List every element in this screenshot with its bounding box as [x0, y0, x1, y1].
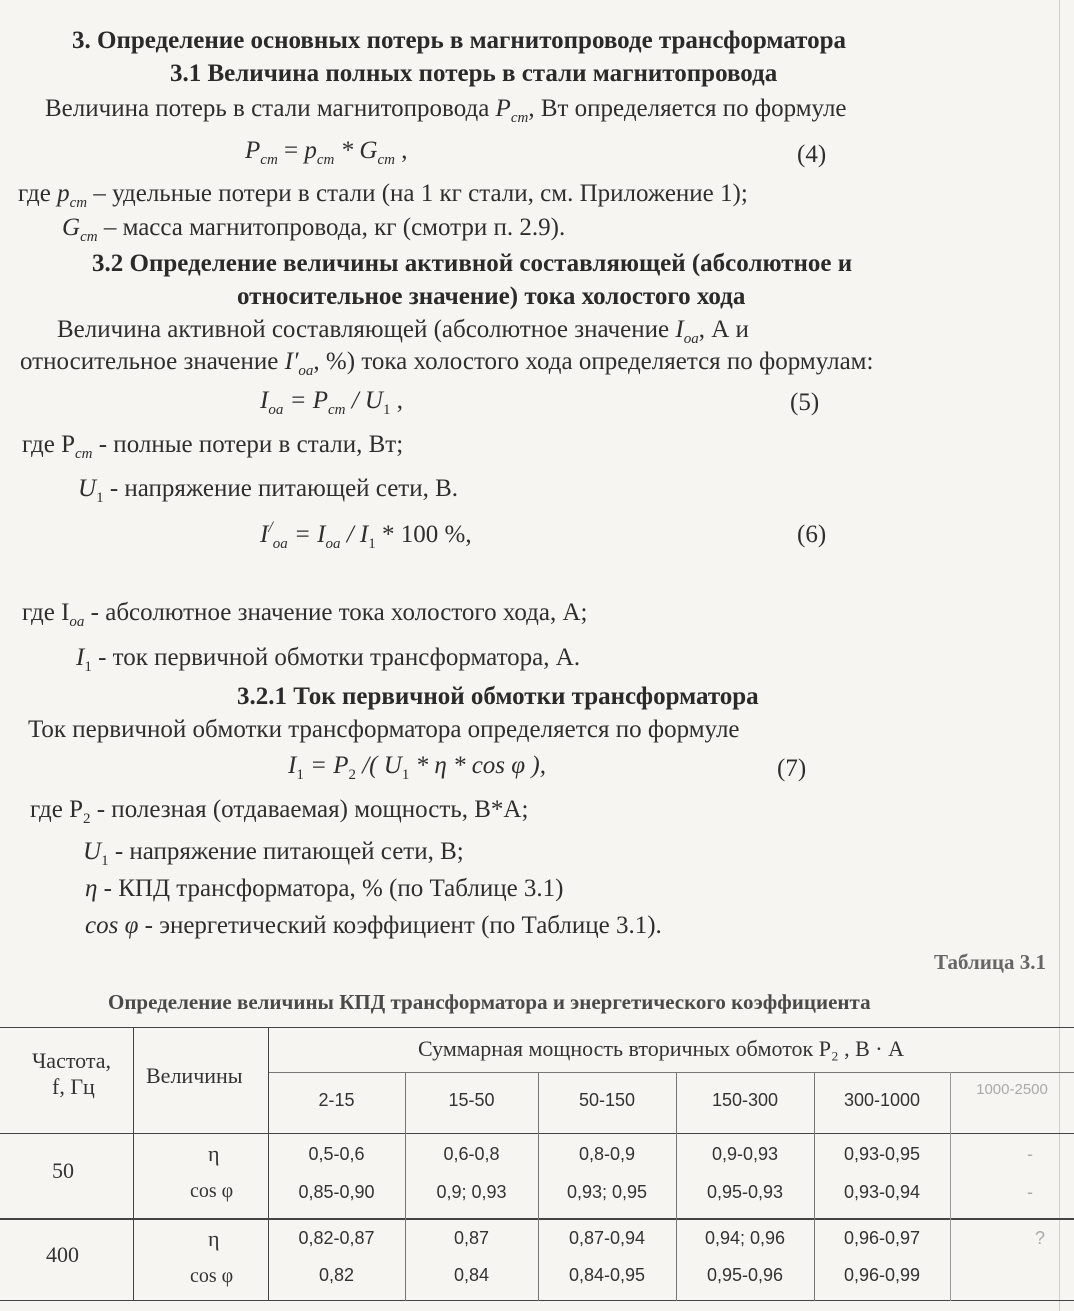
range-cell: 150-300: [711, 1090, 779, 1110]
formula-number-4: (4): [797, 141, 827, 168]
range-cell: 15-50: [448, 1090, 495, 1110]
table-title: Определение величины КПД трансформатора и энергетического коэффициента: [108, 990, 871, 1014]
formula-subscript: 1: [401, 767, 410, 783]
formula-subscript: 1: [382, 402, 391, 418]
symbol-cos-phi: cos φ: [85, 912, 139, 939]
definition-gcm: [62, 214, 565, 246]
formula-subscript: cm: [327, 402, 346, 418]
table-cell: 0,82-0,87: [298, 1228, 375, 1248]
symbol-subscript: oa: [298, 363, 314, 379]
formula-symbol: P: [245, 137, 261, 164]
symbol-i-prime: I′: [284, 348, 299, 375]
table-cell: 0,95-0,96: [706, 1265, 784, 1285]
formula-number-7: (7): [777, 755, 807, 782]
paragraph-text: , А и: [698, 316, 749, 343]
table-col-line: [133, 1027, 134, 1301]
definition-u1: [78, 475, 458, 507]
formula-symbol: I: [260, 521, 269, 548]
formula-symbol: / I: [340, 521, 369, 548]
header-frequency-unit-text: f, Гц: [52, 1074, 95, 1099]
table-cell: 0,93-0,95: [843, 1144, 921, 1164]
eta-label: η: [208, 1141, 220, 1166]
symbol-u: U: [78, 475, 97, 502]
symbol-subscript: 1: [96, 490, 104, 506]
definition-prefix: где P: [30, 796, 83, 823]
table-cell: 0,6-0,8: [443, 1144, 500, 1164]
table-cell: 0,94; 0,96: [704, 1228, 786, 1248]
formula-symbol: I: [260, 387, 269, 414]
formula-operator: =: [277, 137, 305, 164]
formula-symbol: = P: [283, 387, 328, 414]
table-header-bottom: [0, 1133, 1074, 1134]
formula-symbol: * η * cos φ ),: [409, 752, 546, 779]
table-cell: 0,87-0,94: [568, 1228, 646, 1248]
symbol-subscript: oa: [683, 331, 699, 347]
formula-subscript: cm: [316, 152, 335, 168]
row-frequency-50: 50: [52, 1158, 74, 1183]
definition-text: - ток первичной обмотки трансформатора, А.: [91, 644, 581, 671]
formula-symbol: * G: [334, 137, 378, 164]
definition-prefix: где I: [22, 599, 70, 626]
table-cell: 0,9; 0,93: [436, 1182, 507, 1202]
range-cell-last: 1000-2500: [976, 1081, 1048, 1098]
formula-subscript: cm: [377, 152, 395, 168]
symbol-subscript: cm: [510, 110, 529, 126]
table-label: Таблица 3.1: [934, 950, 1046, 974]
formula-symbol: p: [304, 137, 317, 164]
definition-text: - полезная (отдаваемая) мощность, В*А;: [90, 796, 529, 823]
definition-text: - полные потери в стали, Вт;: [92, 431, 404, 458]
table-cell: 0,96-0,97: [843, 1228, 921, 1248]
paragraph-text: , %) тока холостого хода определяется по формулам:: [313, 348, 874, 375]
formula-subscript: oa: [325, 536, 341, 552]
definition-text: - напряжение питающей сети, В.: [103, 475, 459, 502]
section-heading-3-2: 3.2 Определение величины активной составляющей (абсолютное и: [92, 250, 853, 277]
symbol-subscript: 2: [82, 811, 91, 827]
eta-label: η: [208, 1226, 220, 1251]
table-cell: 0,95-0,93: [706, 1182, 784, 1202]
paragraph-text: , Вт определяется по формуле: [528, 95, 847, 122]
table-col-line: [950, 1072, 951, 1301]
formula-superscript: /: [268, 519, 273, 536]
formula-5: [260, 387, 403, 419]
range-cell: 50-150: [578, 1090, 636, 1110]
table-row-separator: [0, 1218, 1074, 1220]
table-cell: 0,82: [318, 1265, 355, 1285]
formula-symbol: = I: [287, 521, 326, 548]
section-heading-3: 3. Определение основных потерь в магнитопроводе трансформатора: [72, 27, 846, 54]
symbol-p: p: [57, 180, 70, 207]
header-total-power: Суммарная мощность вторичных обмоток P₂ , В · А: [418, 1036, 905, 1061]
paragraph-text: Величина потерь в стали магнитопровода: [45, 95, 496, 122]
symbol-u: U: [83, 838, 102, 865]
table-cell: 0,93-0,94: [843, 1182, 921, 1202]
cos-phi-label: cos φ: [190, 1180, 234, 1202]
section-heading-3-2-1: 3.2.1 Ток первичной обмотки трансформатора: [237, 683, 759, 710]
symbol-subscript: cm: [80, 229, 98, 245]
definition-prefix: где: [18, 180, 58, 207]
formula-6: [260, 519, 472, 553]
table-cell: 0,8-0,9: [578, 1144, 636, 1164]
definition-ioa: [22, 599, 587, 631]
table-border-top: [0, 1027, 1074, 1028]
range-cell: 300-1000: [843, 1090, 921, 1110]
formula-operator: ,: [394, 137, 408, 164]
definition-eta: [85, 875, 564, 903]
paragraph-losses: [45, 95, 847, 127]
section-heading-3-1: 3.1 Величина полных потерь в стали магнитопровода: [170, 60, 778, 87]
formula-subscript: oa: [272, 536, 288, 552]
formula-subscript: 1: [368, 536, 376, 552]
symbol-subscript: cm: [69, 195, 88, 211]
formula-subscript: cm: [260, 152, 278, 168]
definition-text: – удельные потери в стали (на 1 кг стали, см. Приложение 1);: [87, 180, 748, 207]
table-border-bottom: [0, 1300, 1074, 1301]
table-cell: 0,85-0,90: [298, 1182, 375, 1202]
paragraph-text: относительное значение: [20, 348, 285, 375]
definition-p2: [30, 796, 528, 828]
definition-prefix: где P: [22, 431, 75, 458]
section-heading-3-2-cont: относительное значение) тока холостого хода: [237, 283, 746, 310]
table-cell: 0,84: [453, 1265, 490, 1285]
symbol-subscript: cm: [74, 446, 93, 462]
table-cell: 0,96-0,99: [843, 1265, 921, 1285]
table-cell: 0,84-0,95: [568, 1265, 646, 1285]
formula-symbol: /( U: [355, 752, 402, 779]
formula-operator: ,: [390, 387, 403, 414]
formula-subscript: 1: [296, 767, 304, 783]
formula-symbol: = P: [303, 752, 349, 779]
definition-pcm-full: [22, 431, 403, 463]
table-cell: ?: [1034, 1228, 1045, 1248]
table-cell: 0,5-0,6: [308, 1144, 365, 1164]
symbol-subscript: 1: [101, 853, 109, 869]
definition-u1-b: [83, 838, 464, 870]
symbol-g: G: [62, 214, 81, 241]
table-cell: -: [1027, 1182, 1033, 1202]
symbol-eta: η: [85, 875, 98, 902]
formula-subscript: 2: [348, 767, 356, 783]
paragraph-text: Величина активной составляющей (абсолютное значение: [57, 316, 676, 343]
cos-phi-label: cos φ: [190, 1265, 234, 1287]
formula-number-6: (6): [797, 521, 827, 548]
formula-4: [245, 137, 407, 169]
header-frequency: Частота,: [32, 1048, 112, 1073]
definition-pcm: [18, 180, 748, 212]
table-cell: 0,9-0,93: [711, 1144, 779, 1164]
symbol-subscript: oa: [69, 614, 85, 630]
table-subheader-line: [268, 1072, 1074, 1073]
header-frequency-unit: [52, 1074, 95, 1100]
definition-text: - энергетический коэффициент (по Таблице 3.1).: [138, 912, 662, 939]
symbol-i: I: [76, 644, 85, 671]
paragraph-primary-current: Ток первичной обмотки трансформатора определяется по формуле: [28, 716, 740, 743]
symbol-i: I: [675, 316, 684, 343]
row-frequency-400: 400: [46, 1242, 79, 1267]
formula-7: [288, 752, 546, 784]
formula-number-5: (5): [790, 389, 820, 416]
table-cell: 0,93; 0,95: [566, 1182, 648, 1202]
definition-text: – масса магнитопровода, кг (смотри п. 2.9).: [97, 214, 566, 241]
table-cell: -: [1027, 1144, 1033, 1164]
symbol-subscript: 1: [84, 659, 92, 675]
definition-cos-phi: [85, 912, 662, 940]
definition-text: - абсолютное значение тока холостого хода, А;: [84, 599, 588, 626]
formula-subscript: oa: [268, 402, 284, 418]
header-values: Величины: [146, 1063, 243, 1088]
paragraph-active-component-2: [20, 348, 873, 380]
symbol-p: P: [495, 95, 511, 122]
definition-text: - напряжение питающей сети, В;: [108, 838, 464, 865]
page-edge: [1059, 0, 1060, 1311]
formula-symbol: / U: [345, 387, 383, 414]
definition-text: - КПД трансформатора, % (по Таблице 3.1): [97, 875, 564, 902]
definition-i1: [76, 644, 580, 676]
formula-operator: * 100 %,: [375, 521, 472, 548]
paragraph-active-component: [57, 316, 749, 348]
formula-symbol: I: [288, 752, 297, 779]
table-cell: 0,87: [453, 1228, 490, 1248]
range-cell: 2-15: [318, 1090, 355, 1110]
